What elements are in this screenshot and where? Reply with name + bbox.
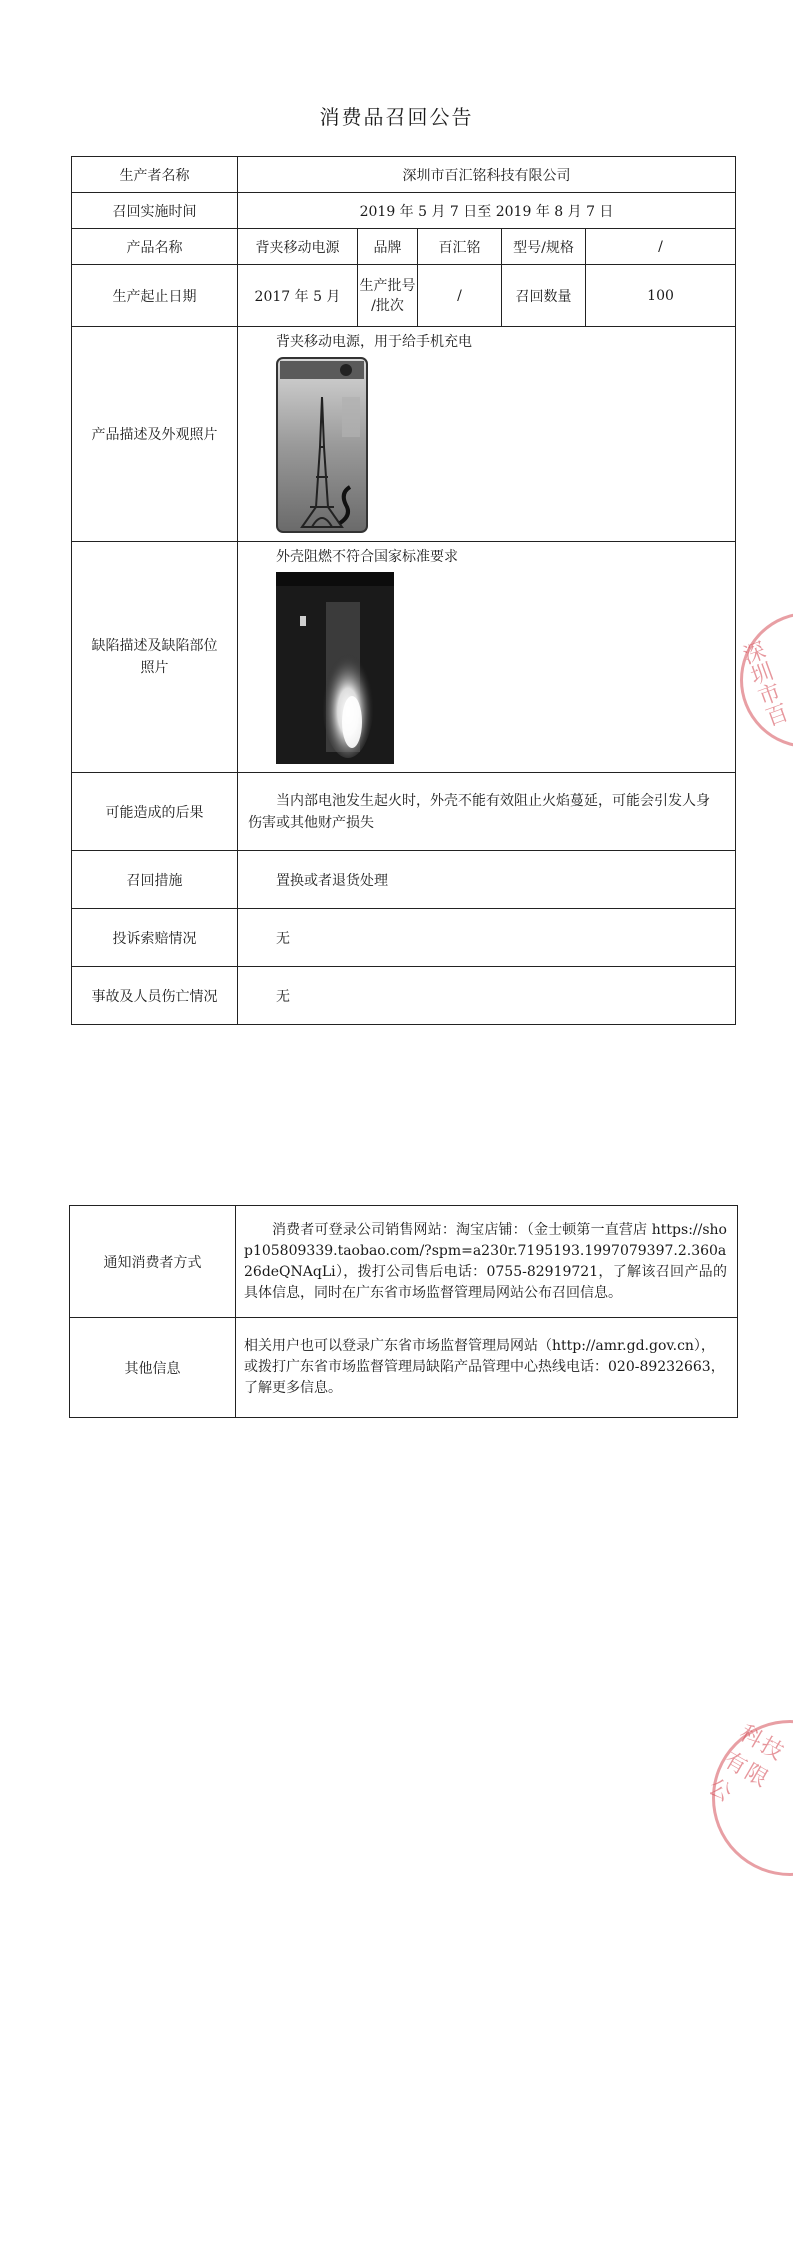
seal-1-text: 深圳市百 [736, 638, 791, 730]
row-notify [70, 1206, 738, 1318]
row-manufacturer [72, 157, 736, 193]
page-title: 消费品召回公告 [319, 105, 474, 129]
accident-label: 事故及人员伤亡情况 [72, 967, 238, 1025]
row-period [72, 193, 736, 229]
period-value: 2019 年 5 月 7 日至 2019 年 8 月 7 日 [238, 193, 736, 229]
batch-label-line1: 生产批号 [359, 277, 416, 294]
row-product [72, 229, 736, 265]
defect-cell [238, 542, 736, 773]
accident-text: 无 [238, 967, 736, 1025]
batch-label-line2: /批次 [371, 297, 404, 314]
brand-label: 品牌 [358, 229, 418, 265]
row-consequence [72, 773, 736, 851]
date-label: 生产起止日期 [72, 265, 238, 327]
row-description [72, 327, 736, 542]
product-photo [276, 357, 368, 533]
qty-label: 召回数量 [502, 265, 586, 327]
row-measure [72, 851, 736, 909]
model-label: 型号/规格 [502, 229, 586, 265]
consequence-label: 可能造成的后果 [72, 773, 238, 851]
batch-value: / [418, 265, 502, 327]
row-complaint [72, 909, 736, 967]
row-date [72, 265, 736, 327]
complaint-label: 投诉索赔情况 [72, 909, 238, 967]
consequence-text: 当内部电池发生起火时，外壳不能有效阻止火焰蔓延，可能会引发人身伤害或其他财产损失 [238, 773, 736, 851]
desc-text: 背夹移动电源，用于给手机充电 [276, 334, 472, 350]
period-label: 召回实施时间 [72, 193, 238, 229]
manufacturer-value: 深圳市百汇铭科技有限公司 [238, 157, 736, 193]
defect-photo [276, 572, 394, 764]
row-accident [72, 967, 736, 1025]
other-text: 相关用户也可以登录广东省市场监督管理局网站（http://amr.gd.gov.cn），或拨打广东省市场监督管理局缺陷产品管理中心热线电话：020-89232663，了解更多信息。 [236, 1318, 738, 1418]
notify-label: 通知消费者方式 [70, 1206, 236, 1318]
brand-value: 百汇铭 [418, 229, 502, 265]
row-defect [72, 542, 736, 773]
seal-2-text: 科技有限公 [704, 1720, 790, 1809]
defect-label [72, 542, 238, 773]
complaint-text: 无 [238, 909, 736, 967]
row-other [70, 1318, 738, 1418]
model-value: / [586, 229, 736, 265]
defect-label-line1: 缺陷描述及缺陷部位 [91, 638, 218, 654]
contact-info-table [69, 1205, 738, 1418]
other-label: 其他信息 [70, 1318, 236, 1418]
recall-info-table [71, 156, 736, 1025]
measure-text: 置换或者退货处理 [238, 851, 736, 909]
manufacturer-label: 生产者名称 [72, 157, 238, 193]
defect-label-line2: 照片 [140, 660, 169, 676]
measure-label: 召回措施 [72, 851, 238, 909]
notify-text: 消费者可登录公司销售网站：淘宝店铺：（金士顿第一直营店 https://shop105809339.taobao.com/?spm=a230r.7195193.1997079397.2.360a26deQNAqLi），拨打公司售后电话：0755-82919721，了解该召回产品的具体信息，同时在广东省市场监督管理局网站公布召回信息。 [236, 1206, 738, 1318]
qty-value: 100 [586, 265, 736, 327]
batch-label [358, 265, 418, 327]
product-label: 产品名称 [72, 229, 238, 265]
desc-cell [238, 327, 736, 542]
date-value: 2017 年 5 月 [238, 265, 358, 327]
defect-text: 外壳阻燃不符合国家标准要求 [276, 549, 458, 565]
desc-label: 产品描述及外观照片 [72, 327, 238, 542]
product-value: 背夹移动电源 [238, 229, 358, 265]
